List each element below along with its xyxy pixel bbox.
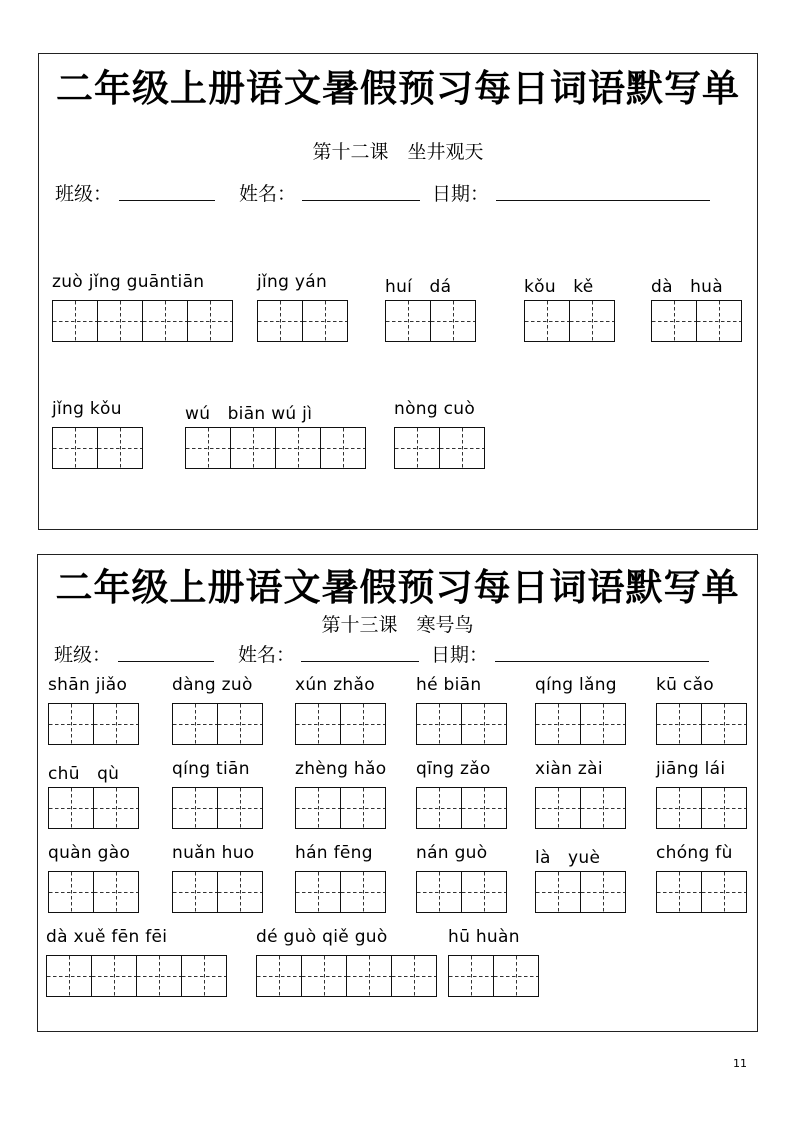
pinyin-label: chū qù xyxy=(48,764,120,784)
character-cell[interactable] xyxy=(462,704,507,744)
writing-grid xyxy=(257,300,348,342)
character-cell[interactable] xyxy=(702,872,747,912)
pinyin-label: zuò jǐng guāntiān xyxy=(52,272,205,292)
worksheet-lesson-13 xyxy=(37,554,758,1032)
character-cell[interactable] xyxy=(341,704,386,744)
character-cell[interactable] xyxy=(218,704,263,744)
character-cell[interactable] xyxy=(657,704,702,744)
writing-grid xyxy=(48,787,139,829)
character-cell[interactable] xyxy=(657,872,702,912)
writing-grid xyxy=(172,871,263,913)
pinyin-label: nòng cuò xyxy=(394,399,476,419)
character-cell[interactable] xyxy=(417,872,462,912)
worksheet-title: 二年级上册语文暑假预习每日词语默写单 xyxy=(55,565,740,609)
character-cell[interactable] xyxy=(98,428,143,468)
date-label: 日期： xyxy=(432,183,490,205)
character-cell[interactable] xyxy=(49,704,94,744)
character-cell[interactable] xyxy=(303,301,348,341)
pinyin-label: nuǎn huo xyxy=(172,843,255,863)
pinyin-label: kǒu kě xyxy=(524,277,594,297)
pinyin-label: xiàn zài xyxy=(535,759,603,779)
writing-grid xyxy=(394,427,485,469)
writing-grid xyxy=(416,787,507,829)
character-cell[interactable] xyxy=(218,872,263,912)
pinyin-label: là yuè xyxy=(535,848,601,868)
writing-grid xyxy=(416,871,507,913)
pinyin-label: quàn gào xyxy=(48,843,131,863)
pinyin-label: hū huàn xyxy=(448,927,520,947)
lesson-heading: 第十二课 坐井观天 xyxy=(312,141,484,163)
character-cell[interactable] xyxy=(53,301,98,341)
worksheet-lesson-12 xyxy=(38,53,758,530)
character-cell[interactable] xyxy=(296,788,341,828)
pinyin-label: kū cǎo xyxy=(656,675,714,695)
writing-grid xyxy=(448,955,539,997)
writing-grid xyxy=(295,787,386,829)
class-field[interactable] xyxy=(119,200,215,201)
pinyin-label: zhèng hǎo xyxy=(295,759,387,779)
pinyin-label: jiāng lái xyxy=(656,759,726,779)
writing-grid xyxy=(416,703,507,745)
pinyin-label: jǐng kǒu xyxy=(52,399,122,419)
character-cell[interactable] xyxy=(296,872,341,912)
writing-grid xyxy=(48,871,139,913)
worksheet-title: 二年级上册语文暑假预习每日词语默写单 xyxy=(56,66,740,110)
page-number: 11 xyxy=(733,1057,747,1070)
character-cell[interactable] xyxy=(143,301,188,341)
pinyin-label: qíng lǎng xyxy=(535,675,617,695)
character-cell[interactable] xyxy=(431,301,476,341)
pinyin-label: chóng fù xyxy=(656,843,733,863)
writing-grid xyxy=(385,300,476,342)
character-cell[interactable] xyxy=(702,704,747,744)
lesson-heading: 第十三课 寒号鸟 xyxy=(321,614,474,636)
character-cell[interactable] xyxy=(186,428,231,468)
writing-grid xyxy=(295,703,386,745)
character-cell[interactable] xyxy=(94,872,139,912)
character-cell[interactable] xyxy=(417,788,462,828)
character-cell[interactable] xyxy=(581,788,626,828)
character-cell[interactable] xyxy=(321,428,366,468)
pinyin-label: dàng zuò xyxy=(172,675,253,695)
name-field[interactable] xyxy=(302,200,420,201)
character-cell[interactable] xyxy=(462,788,507,828)
date-field[interactable] xyxy=(495,661,709,662)
character-cell[interactable] xyxy=(440,428,485,468)
writing-grid xyxy=(656,871,747,913)
pinyin-label: xún zhǎo xyxy=(295,675,375,695)
writing-grid xyxy=(185,427,366,469)
writing-grid xyxy=(256,955,437,997)
character-cell[interactable] xyxy=(570,301,615,341)
writing-grid xyxy=(535,871,626,913)
character-cell[interactable] xyxy=(98,301,143,341)
character-cell[interactable] xyxy=(449,956,494,996)
character-cell[interactable] xyxy=(92,956,137,996)
pinyin-label: shān jiǎo xyxy=(48,675,128,695)
writing-grid xyxy=(535,787,626,829)
writing-grid xyxy=(295,871,386,913)
writing-grid xyxy=(52,427,143,469)
writing-grid xyxy=(52,300,233,342)
character-cell[interactable] xyxy=(347,956,392,996)
pinyin-label: jǐng yán xyxy=(257,272,328,292)
writing-grid xyxy=(656,787,747,829)
character-cell[interactable] xyxy=(702,788,747,828)
character-cell[interactable] xyxy=(218,788,263,828)
writing-grid xyxy=(172,787,263,829)
character-cell[interactable] xyxy=(182,956,227,996)
date-label: 日期： xyxy=(431,644,489,666)
character-cell[interactable] xyxy=(137,956,182,996)
writing-grid xyxy=(524,300,615,342)
pinyin-label: dà xuě fēn fēi xyxy=(46,927,168,947)
character-cell[interactable] xyxy=(386,301,431,341)
character-cell[interactable] xyxy=(296,704,341,744)
character-cell[interactable] xyxy=(494,956,539,996)
character-cell[interactable] xyxy=(302,956,347,996)
class-field[interactable] xyxy=(118,661,214,662)
character-cell[interactable] xyxy=(697,301,742,341)
character-cell[interactable] xyxy=(417,704,462,744)
pinyin-label: nán guò xyxy=(416,843,488,863)
pinyin-label: dà huà xyxy=(651,277,723,297)
character-cell[interactable] xyxy=(341,872,386,912)
name-field[interactable] xyxy=(301,661,419,662)
character-cell[interactable] xyxy=(395,428,440,468)
writing-grid xyxy=(172,703,263,745)
pinyin-label: hán fēng xyxy=(295,843,373,863)
pinyin-label: hé biān xyxy=(416,675,482,695)
writing-grid xyxy=(656,703,747,745)
character-cell[interactable] xyxy=(462,872,507,912)
date-field[interactable] xyxy=(496,200,710,201)
writing-grid xyxy=(48,703,139,745)
character-cell[interactable] xyxy=(173,704,218,744)
pinyin-label: huí dá xyxy=(385,277,452,297)
class-label: 班级： xyxy=(54,644,112,666)
class-label: 班级： xyxy=(55,183,113,205)
name-label: 姓名： xyxy=(238,644,296,666)
character-cell[interactable] xyxy=(392,956,437,996)
character-cell[interactable] xyxy=(94,788,139,828)
pinyin-label: wú biān wú jì xyxy=(185,404,313,424)
name-label: 姓名： xyxy=(239,183,297,205)
writing-grid xyxy=(651,300,742,342)
pinyin-label: qíng tiān xyxy=(172,759,250,779)
character-cell[interactable] xyxy=(276,428,321,468)
character-cell[interactable] xyxy=(536,704,581,744)
character-cell[interactable] xyxy=(581,704,626,744)
character-cell[interactable] xyxy=(657,788,702,828)
pinyin-label: qīng zǎo xyxy=(416,759,491,779)
character-cell[interactable] xyxy=(525,301,570,341)
character-cell[interactable] xyxy=(94,704,139,744)
character-cell[interactable] xyxy=(49,872,94,912)
character-cell[interactable] xyxy=(173,788,218,828)
character-cell[interactable] xyxy=(47,956,92,996)
character-cell[interactable] xyxy=(49,788,94,828)
character-cell[interactable] xyxy=(188,301,233,341)
character-cell[interactable] xyxy=(258,301,303,341)
writing-grid xyxy=(535,703,626,745)
character-cell[interactable] xyxy=(652,301,697,341)
writing-grid xyxy=(46,955,227,997)
character-cell[interactable] xyxy=(257,956,302,996)
character-cell[interactable] xyxy=(581,872,626,912)
character-cell[interactable] xyxy=(231,428,276,468)
character-cell[interactable] xyxy=(536,788,581,828)
character-cell[interactable] xyxy=(341,788,386,828)
pinyin-label: dé guò qiě guò xyxy=(256,927,388,947)
character-cell[interactable] xyxy=(536,872,581,912)
character-cell[interactable] xyxy=(173,872,218,912)
character-cell[interactable] xyxy=(53,428,98,468)
